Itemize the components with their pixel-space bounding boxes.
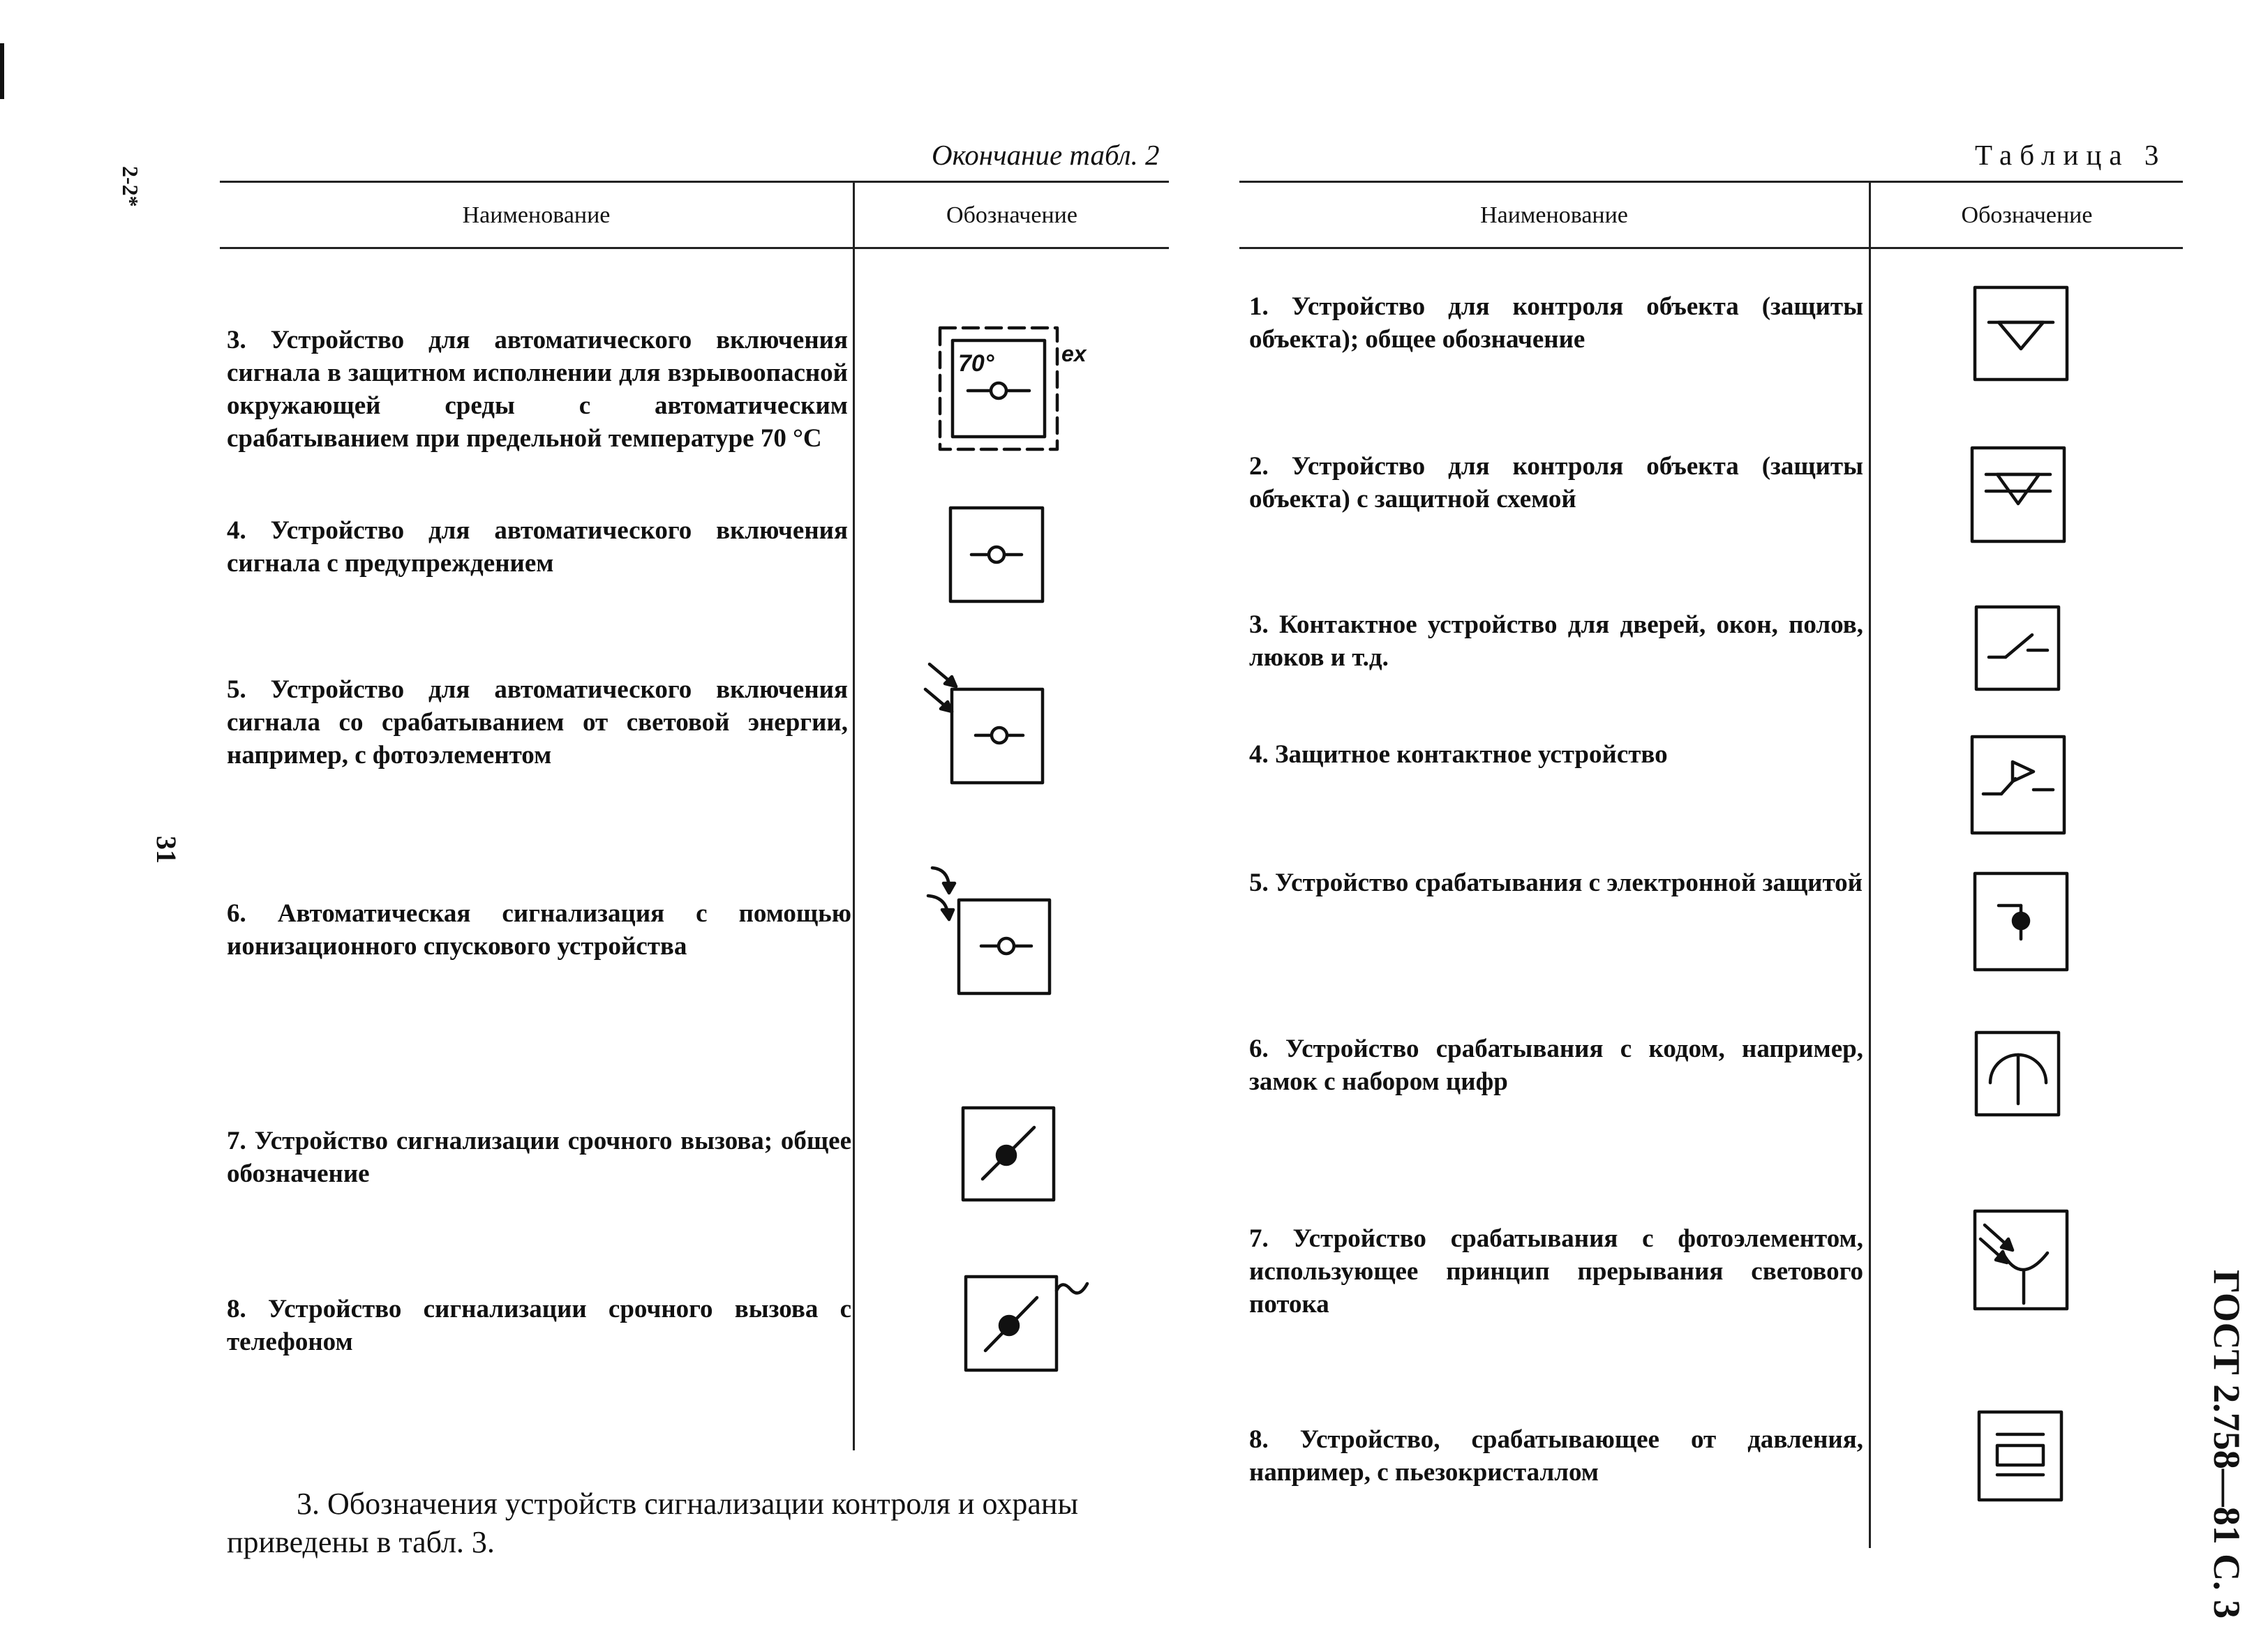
table3-caption: Таблица 3 xyxy=(1975,139,2167,171)
table3-column-divider xyxy=(1869,181,1871,1548)
svg-text:70°: 70° xyxy=(958,350,994,377)
standard-designation: ГОСТ 2.758—81 С. 3 xyxy=(2206,1270,2248,1619)
table3-row-3-text: 3. Контактное устройство для дверей, окон, полов, люков и т.д. xyxy=(1249,610,1863,672)
table3-row-2-text: 2. Устройство для контроля объекта (защиты объекта) с защитной схемой xyxy=(1249,452,1863,513)
table3-header-name: Наименование xyxy=(1480,202,1628,228)
intro-paragraph: 3. Обозначения устройств сигнализации контроля и охраны приведены в табл. 3. xyxy=(227,1487,1079,1559)
table2-header-rule xyxy=(220,247,1169,249)
table3-header-symbol: Обозначение xyxy=(1961,202,2093,228)
light-triggered-switch-icon xyxy=(920,657,1059,797)
page-number: 31 xyxy=(151,836,182,864)
warning-switch-icon xyxy=(942,502,1054,607)
pressure-piezo-trigger-icon xyxy=(1972,1405,2070,1503)
contact-device-icon xyxy=(1969,600,2067,698)
electronic-protection-trigger-icon xyxy=(1968,866,2073,971)
table2-top-rule xyxy=(220,181,1169,183)
table3-row-4-text: 4. Защитное контактное устройство xyxy=(1249,740,1668,769)
code-lock-trigger-icon xyxy=(1969,1026,2067,1123)
sheet-mark: 2-2* xyxy=(118,166,143,207)
object-control-icon xyxy=(1967,279,2071,384)
table3-row-7-text: 7. Устройство срабатывания с фотоэлементом, использующее принцип прерывания светового потока xyxy=(1249,1224,1863,1319)
table3-row-8-text: 8. Устройство, срабатывающее от давления, например, с пьезокристаллом xyxy=(1249,1425,1863,1487)
binding-edge-mark xyxy=(0,43,4,99)
table3-row-5-text: 5. Устройство срабатывания с электронной защитой xyxy=(1249,869,1863,897)
table2-row-7-text: 7. Устройство сигнализации срочного вызова; общее обозначение xyxy=(227,1127,851,1188)
table3-top-rule xyxy=(1239,181,2183,183)
photoelectric-beam-trigger-icon xyxy=(1967,1204,2071,1309)
table2-caption: Окончание табл. 2 xyxy=(932,139,1160,171)
table3-header-rule xyxy=(1239,247,2183,249)
table3-row-6-text: 6. Устройство срабатывания с кодом, например, замок с набором цифр xyxy=(1249,1035,1863,1096)
ionization-trigger-icon xyxy=(920,861,1066,1000)
table2-row-3-text: 3. Устройство для автоматического включения сигнала в защитном исполнении для взрывоопасной окружающей среды с автоматическим срабатыванием при предельной температуре 70 °С xyxy=(227,326,848,453)
table2-row-8-text: 8. Устройство сигнализации срочного вызова с телефоном xyxy=(227,1295,851,1356)
emergency-call-icon xyxy=(956,1101,1061,1206)
emergency-call-telephone-icon xyxy=(959,1270,1105,1381)
table2-column-divider xyxy=(853,181,855,1450)
table2-row-4-text: 4. Устройство для автоматического включения сигнала с предупреждением xyxy=(227,516,848,578)
table3-row-1-text: 1. Устройство для контроля объекта (защиты объекта); общее обозначение xyxy=(1249,292,1863,354)
object-control-protected-icon xyxy=(1964,440,2068,544)
table2-header-symbol: Обозначение xyxy=(946,202,1077,228)
protective-contact-icon xyxy=(1964,730,2068,834)
table2-row-5-text: 5. Устройство для автоматического включения сигнала со срабатыванием от световой энергии, например, с фотоэлементом xyxy=(227,675,848,769)
table2-row-6-text: 6. Автоматическая сигнализация с помощью ионизационного спускового устройства xyxy=(227,899,851,961)
svg-text:ex: ex xyxy=(1061,341,1087,366)
explosion-proof-temperature-switch-icon xyxy=(932,322,1099,462)
table2-header-name: Наименование xyxy=(462,202,611,228)
